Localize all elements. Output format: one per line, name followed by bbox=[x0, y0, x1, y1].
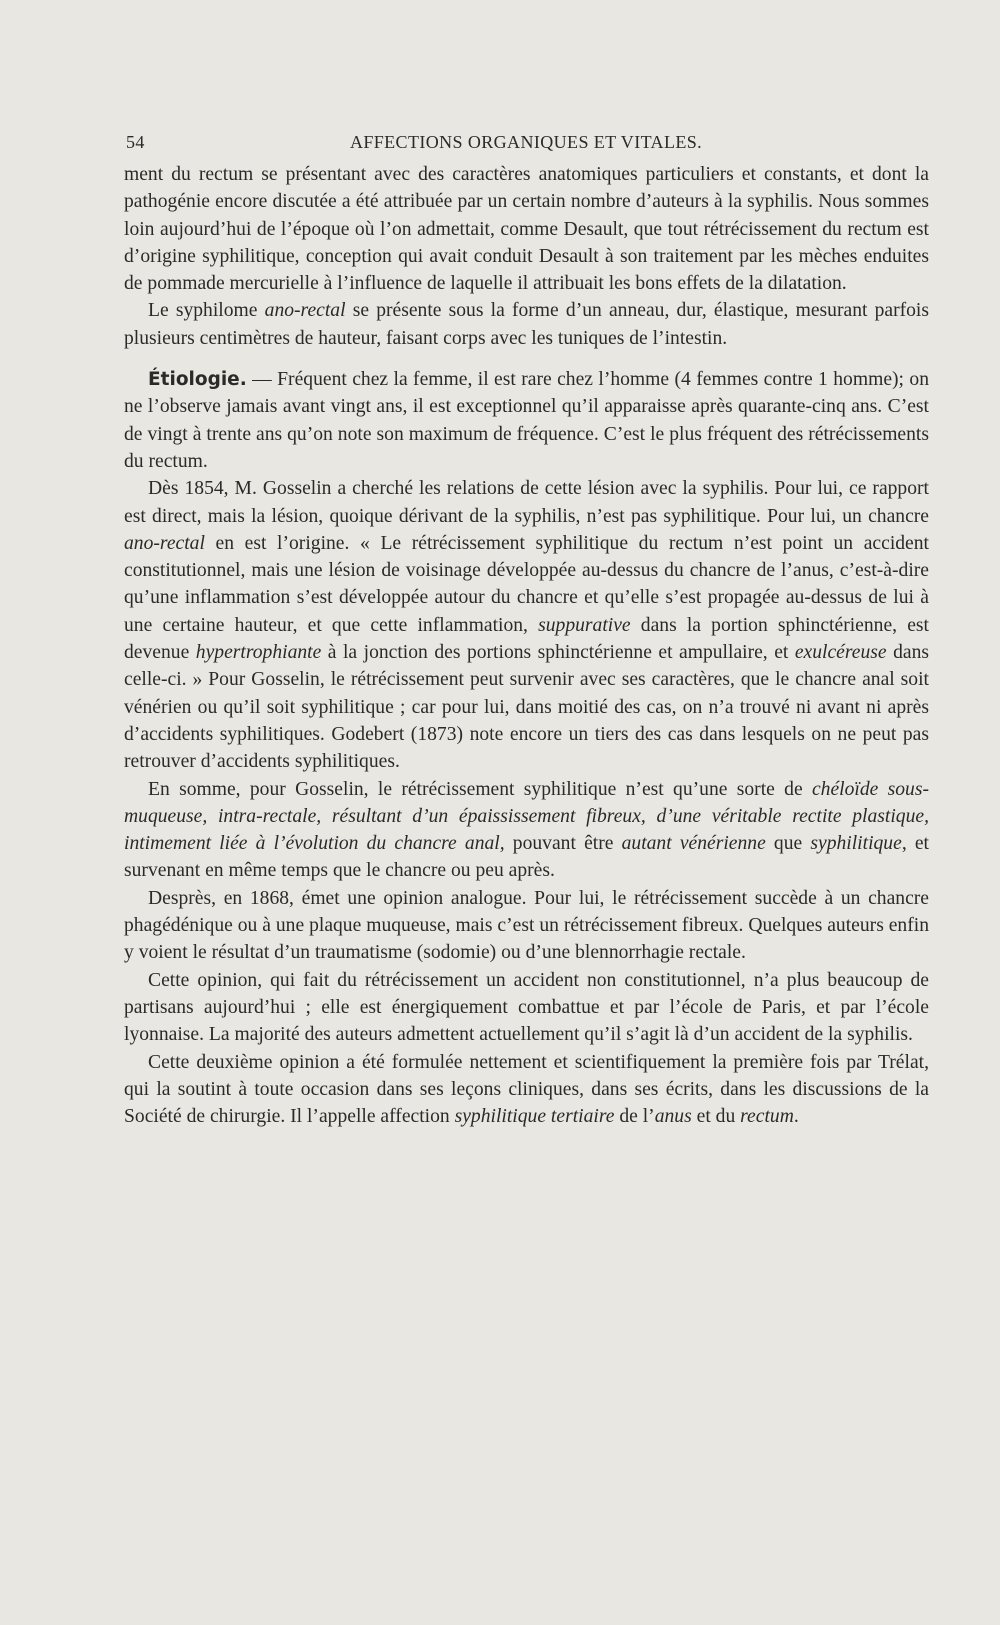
text-run: dans la portion sphinctérienne, est devenue bbox=[124, 614, 929, 664]
text-run: et du bbox=[691, 1106, 741, 1128]
paragraph-7: Cette opinion, qui fait du rétrécissement un accident non constitutionnel, n’a plus beaucoup de partisans aujourd’hui ; elle est énergiquement combattue et par l’école de Paris, et par l’école lyonnaise. La majorité des auteurs admettent actuellement qu’il s’agit là d’un accident de la syphilis. bbox=[124, 969, 929, 1046]
page-header bbox=[126, 132, 926, 156]
section-heading: Étiologie. bbox=[148, 369, 247, 391]
text-run: se présente sous la forme d’un anneau, dur, élastique, mesurant parfois plusieurs centimètres de hauteur, faisant corps avec les tuniques de l’intestin. bbox=[124, 300, 930, 349]
italic-run: rectum bbox=[740, 1106, 794, 1128]
text-run: , et survenant en même temps que le chancre ou peu après. bbox=[124, 833, 930, 882]
paragraph-4 bbox=[124, 475, 929, 775]
text-run: Dès 1854, M. Gosselin a cherché les relations de cette lésion avec la syphilis. Pour lui, ce rapport est direct, mais la lésion, quoique dérivant de la syphilis, n’est pas syphilitique. Pour lui, un chancre bbox=[124, 478, 929, 527]
italic-run: chéloïde sous-muqueuse, intra-rectale, résultant d’un épaississement fibreux, d’une véritable rectite plastique, intimement liée à l’évolution du chancre anal, bbox=[124, 778, 929, 855]
text-run: . bbox=[793, 1106, 799, 1128]
page-number: 54 bbox=[126, 132, 145, 152]
paragraph-etiologie bbox=[124, 366, 929, 475]
paragraph-2 bbox=[124, 297, 929, 352]
text-run: pouvant être bbox=[504, 833, 622, 855]
italic-run: autant vénérienne bbox=[621, 833, 766, 855]
text-run: Le syphilome bbox=[148, 300, 265, 322]
text-run: — Fréquent chez la femme, il est rare chez l’homme (4 femmes contre 1 homme); on ne l’observe jamais avant vingt ans, il est exceptionnel qu’il apparaisse après quarante-cinq ans. C’est de vingt à trente ans qu’on note son maximum de fréquence. C’est le plus fréquent des rétrécissements du rectum. bbox=[124, 369, 929, 472]
text-run: En somme, pour Gosselin, le rétrécissement syphilitique n’est qu’une sorte de bbox=[148, 778, 812, 800]
italic-run: exulcéreuse bbox=[794, 642, 887, 664]
italic-run: ano-rectal bbox=[264, 300, 346, 322]
paragraph-8 bbox=[124, 1049, 929, 1131]
italic-run: anus bbox=[654, 1106, 692, 1128]
italic-run: hypertrophiante bbox=[195, 642, 322, 664]
body-text bbox=[124, 161, 929, 1130]
italic-run: suppurative bbox=[538, 614, 631, 636]
paragraph-1: ment du rectum se présentant avec des caractères anatomiques particuliers et constants, et dont la pathogénie encore discutée a été attribuée par un certain nombre d’auteurs à la syphilis. Nous sommes loin aujourd’hui de l’époque où l’on admettait, comme Desault, que tout rétrécissement du rectum est d’origine syphilitique, conception qui avait conduit Desault à son traitement par les mèches enduites de pommade mercurielle à l’influence de laquelle il attribuait les bons effets de la dilatation. bbox=[124, 164, 929, 295]
italic-run: syphilitique tertiaire bbox=[454, 1106, 615, 1128]
text-run: en est l’origine. « Le rétrécissement syphilitique du rectum n’est point un accident constitutionnel, mais une lésion de voisinage développée au-dessus du chancre de l’anus, c’est-à-dire qu’une inflammation s’est développée autour du chancre et qu’elle s’est propagée au-dessus de lui à une certaine hauteur, et que cette inflammation, bbox=[124, 532, 929, 636]
text-run: dans celle-ci. » Pour Gosselin, le rétrécissement peut survenir avec ses caractères, que le chancre anal soit vénérien ou qu’il soit syphilitique ; car pour lui, dans moitié des cas, on n’a trouvé ni avant ni après d’accidents syphilitiques. Godebert (1873) note encore un tiers des cas dans lesquels on ne peut pas retrouver d’accidents syphilitiques. bbox=[124, 642, 930, 773]
italic-run: syphilitique bbox=[810, 833, 902, 855]
running-title: AFFECTIONS ORGANIQUES ET VITALES. bbox=[349, 132, 703, 152]
paragraph-5 bbox=[124, 776, 929, 885]
text-run: que bbox=[765, 833, 811, 855]
text-run: à la jonction des portions sphinctérienne et ampullaire, et bbox=[321, 642, 795, 664]
paragraph-6: Desprès, en 1868, émet une opinion analogue. Pour lui, le rétrécissement succède à un chancre phagédénique ou à une plaque muqueuse, mais c’est un rétrécissement fibreux. Quelques auteurs enfin y voient le résultat d’un traumatisme (sodomie) ou d’une blennorrhagie rectale. bbox=[124, 887, 929, 964]
italic-run: ano-rectal bbox=[124, 532, 205, 554]
text-run: de l’ bbox=[614, 1106, 655, 1128]
text-run: Cette deuxième opinion a été formulée nettement et scientifiquement la première fois par Trélat, qui la soutint à toute occasion dans ses leçons cliniques, dans ses écrits, dans les discussions de la Société de chirurgie. Il l’appelle affection bbox=[124, 1051, 929, 1128]
